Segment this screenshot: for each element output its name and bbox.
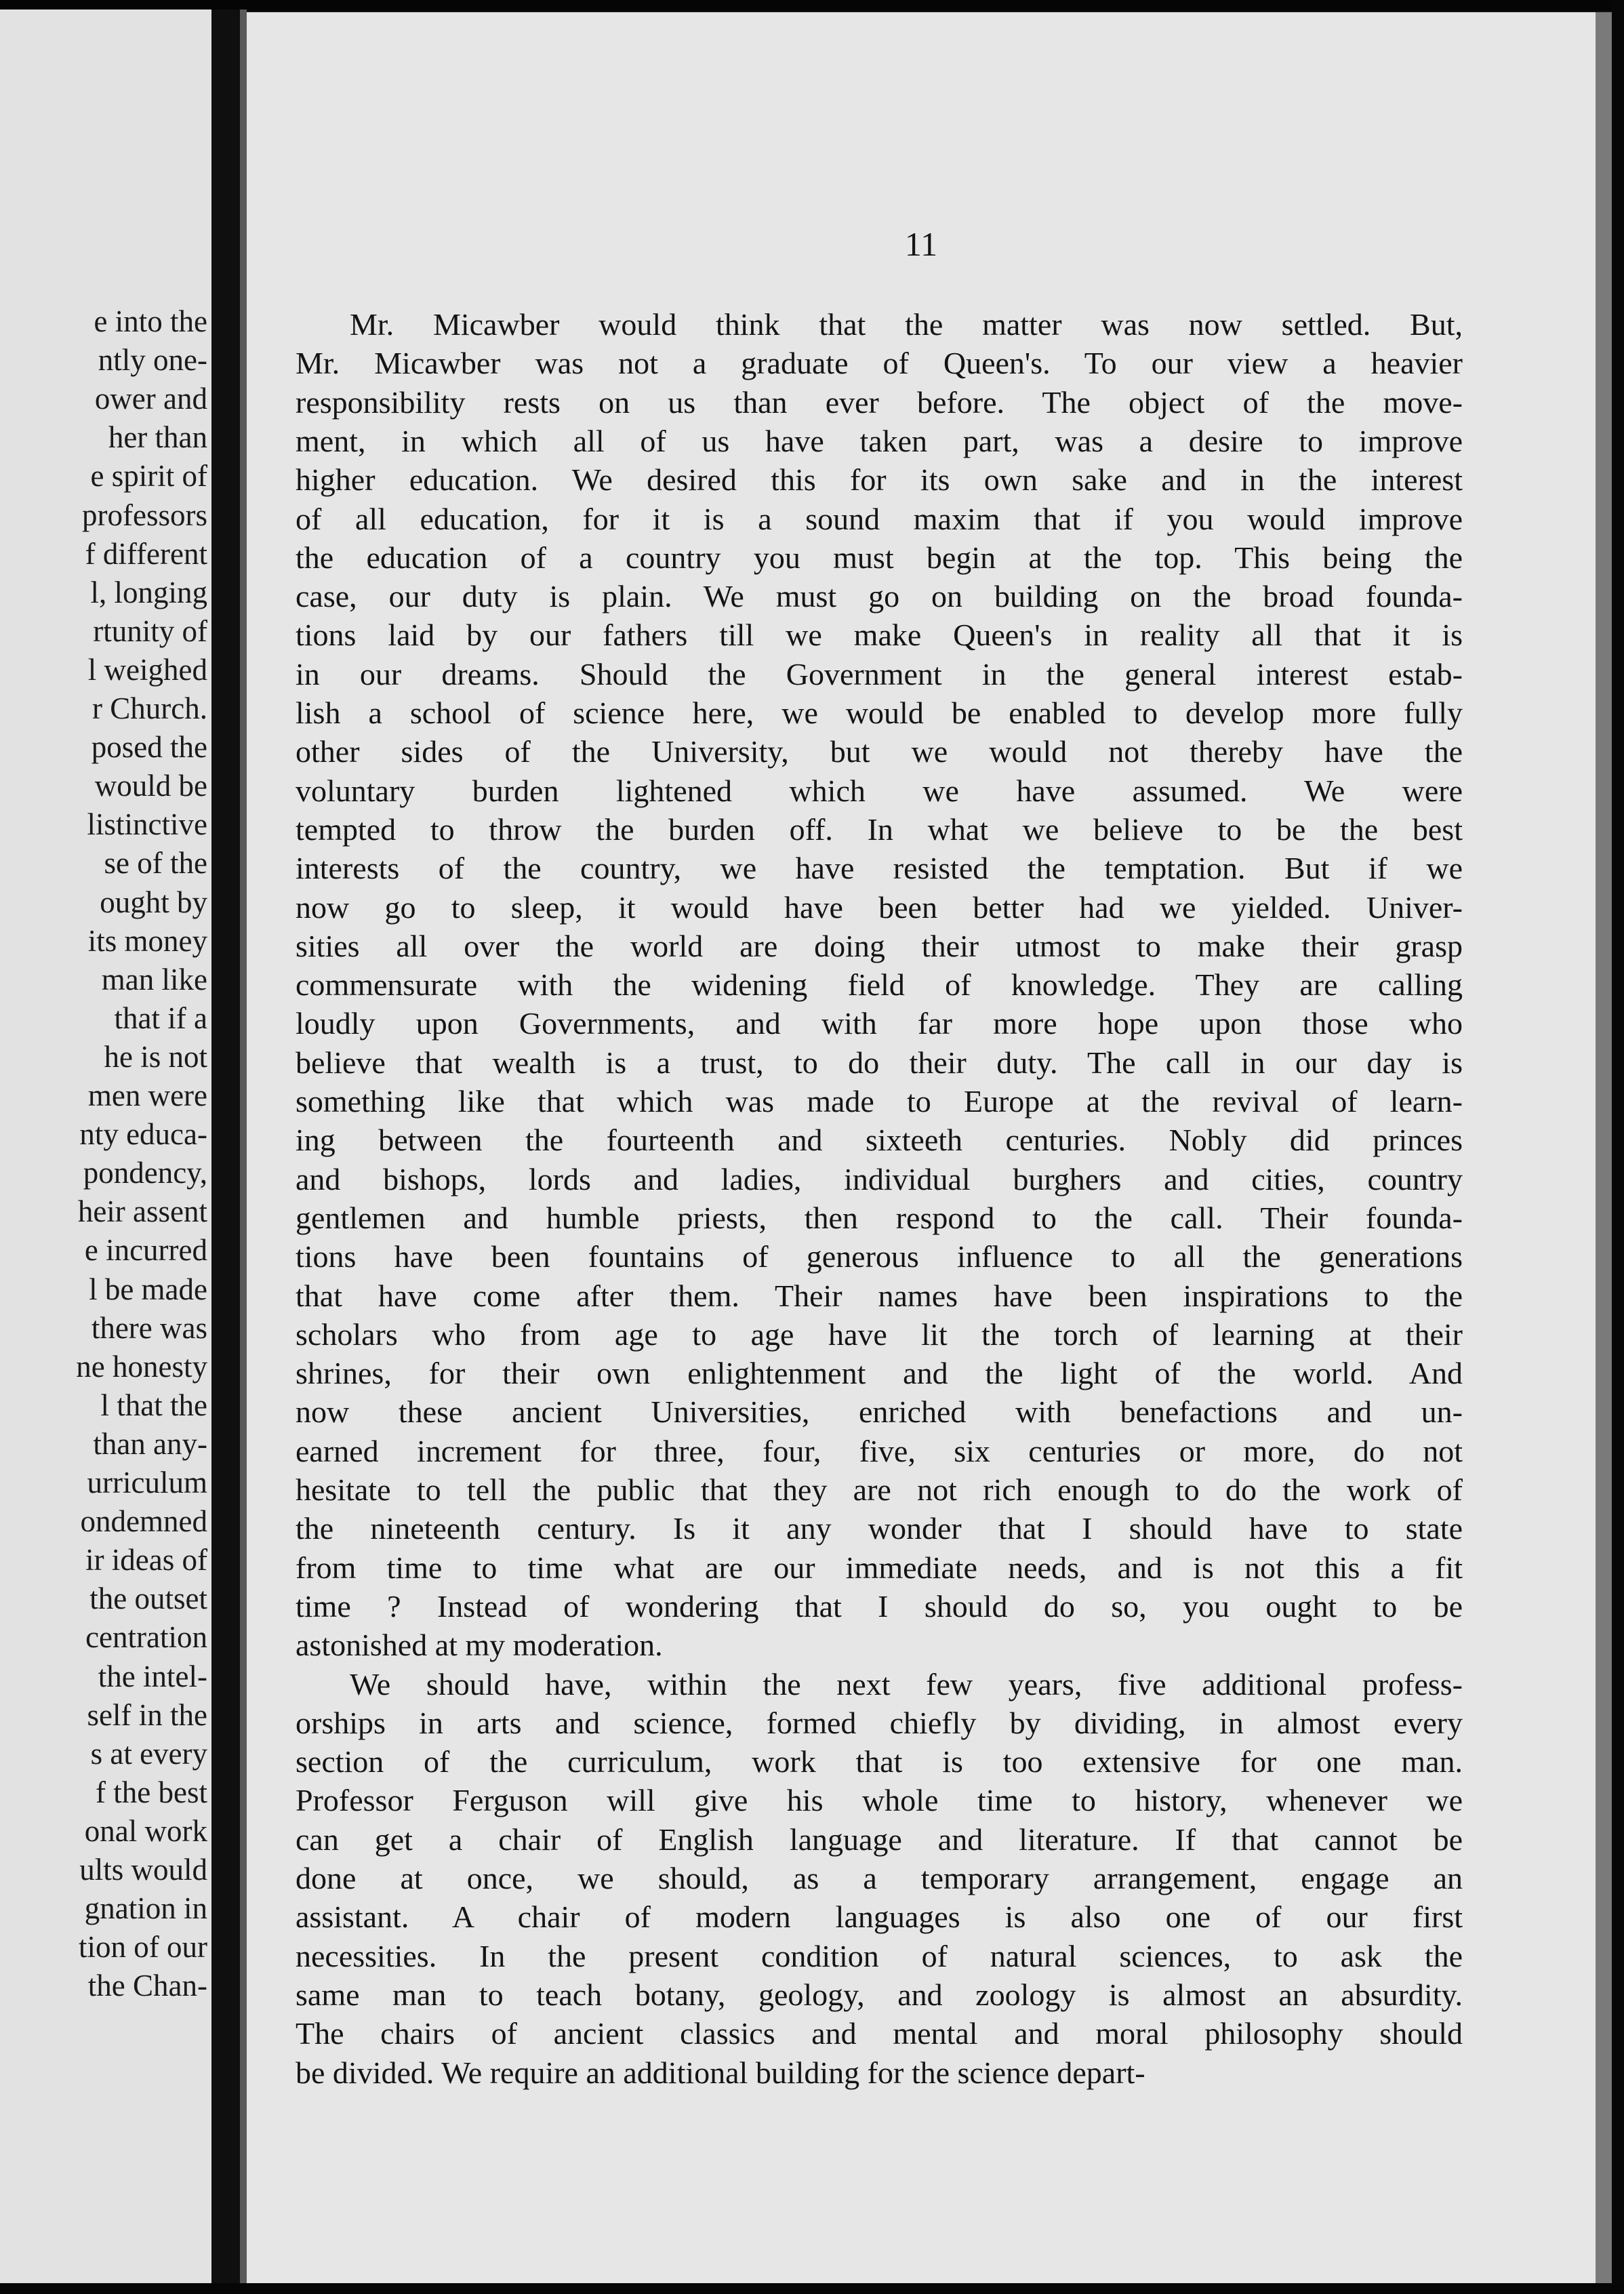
- text-line: now these ancient Universities, enriched with benefactions and un-: [296, 1394, 1463, 1430]
- left-fragment-line: se of the: [104, 846, 207, 881]
- text-line: of all education, for it is a sound maxim that if you would improve: [296, 501, 1463, 536]
- left-fragment-line: that if a: [114, 1001, 207, 1035]
- text-line: sities all over the world are doing their utmost to make their grasp: [296, 928, 1463, 963]
- text-line: Professor Ferguson will give his whole time to history, whenever we: [296, 1783, 1463, 1818]
- left-fragment-line: its money: [87, 923, 207, 958]
- text-line: that have come after them. Their names have been inspirations to the: [296, 1278, 1463, 1313]
- text-line: hesitate to tell the public that they are not rich enough to do the work of: [296, 1472, 1463, 1507]
- left-page-fragment: [0, 9, 211, 2284]
- text-line: tions have been fountains of generous influence to all the generations: [296, 1239, 1463, 1274]
- left-fragment-line: l be made: [89, 1272, 207, 1306]
- left-fragment-line: l weighed: [87, 652, 207, 687]
- text-line: scholars who from age to age have lit the torch of learning at their: [296, 1316, 1463, 1352]
- bottom-shadow: [0, 2283, 1624, 2294]
- left-fragment-line: posed the: [91, 730, 207, 765]
- left-fragment-line: e incurred: [84, 1233, 207, 1268]
- text-line: section of the curriculum, work that is too extensive for one man.: [296, 1744, 1463, 1779]
- text-line: The chairs of ancient classics and mental and moral philosophy should: [296, 2016, 1463, 2051]
- left-fragment-line: man like: [101, 962, 207, 997]
- left-fragment-line: men were: [87, 1079, 207, 1112]
- left-fragment-line: rtunity of: [93, 613, 207, 648]
- left-fragment-line: tion of our: [79, 1930, 207, 1965]
- left-fragment-line: the outset: [89, 1582, 207, 1616]
- text-line: orships in arts and science, formed chiefly by dividing, in almost every: [296, 1705, 1463, 1740]
- left-fragment-line: nty educa-: [79, 1117, 207, 1152]
- text-line: time ? Instead of wondering that I should do so, you ought to be: [296, 1588, 1463, 1624]
- left-fragment-line: the intel-: [98, 1659, 207, 1693]
- text-line: something like that which was made to Europe at the revival of learn-: [296, 1084, 1463, 1119]
- left-fragment-line: gnation in: [84, 1891, 207, 1926]
- left-fragment-line: ults would: [79, 1853, 207, 1887]
- left-fragment-line: ought by: [100, 885, 207, 919]
- text-line: ment, in which all of us have taken part, was a desire to improve: [296, 423, 1463, 458]
- text-line: other sides of the University, but we would not thereby have the: [296, 734, 1463, 769]
- left-fragment-line: f different: [85, 536, 207, 571]
- text-line: assistant. A chair of modern languages is also one of our first: [296, 1899, 1463, 1935]
- left-fragment-line: e into the: [94, 304, 207, 338]
- left-fragment-line: there was: [91, 1310, 207, 1345]
- text-line: Mr. Micawber was not a graduate of Queen's. To our view a heavier: [296, 346, 1463, 381]
- left-fragment-line: onal work: [84, 1813, 207, 1848]
- text-line: same man to teach botany, geology, and zoology is almost an absurdity.: [296, 1977, 1463, 2012]
- right-page: [247, 12, 1596, 2283]
- text-line: be divided. We require an additional building for the science depart-: [296, 2055, 1145, 2090]
- text-line: in our dreams. Should the Government in the general interest estab-: [296, 656, 1463, 691]
- text-line: now go to sleep, it would have been better had we yielded. Univer-: [296, 889, 1463, 925]
- left-fragment-line: listinctive: [87, 807, 207, 842]
- text-line: can get a chair of English language and literature. If that cannot be: [296, 1822, 1463, 1857]
- left-fragment-line: urriculum: [87, 1466, 207, 1500]
- text-line: believe that wealth is a trust, to do their duty. The call in our day is: [296, 1045, 1463, 1080]
- left-fragment-line: ondemned: [80, 1504, 207, 1539]
- text-line: from time to time what are our immediate needs, and is not this a fit: [296, 1550, 1463, 1585]
- left-fragment-line: self in the: [87, 1697, 207, 1732]
- left-fragment-line: f the best: [96, 1775, 207, 1809]
- text-line: commensurate with the widening field of knowledge. They are calling: [296, 967, 1463, 1003]
- text-line: responsibility rests on us than ever before. The object of the move-: [296, 384, 1463, 420]
- text-line: lish a school of science here, we would be enabled to develop more fully: [296, 696, 1463, 730]
- text-line: done at once, we should, as a temporary arrangement, engage an: [296, 1861, 1463, 1895]
- text-line: We should have, within the next few years, five additional profess-: [350, 1666, 1463, 1702]
- left-fragment-line: ir ideas of: [85, 1543, 207, 1577]
- text-line: necessities. In the present condition of natural sciences, to ask the: [296, 1938, 1463, 1973]
- text-line: tions laid by our fathers till we make Queen's in reality all that it is: [296, 618, 1463, 653]
- left-fragment-line: than any-: [93, 1426, 207, 1461]
- left-fragment-line: heir assent: [77, 1194, 207, 1229]
- left-fragment-line: l that the: [100, 1388, 207, 1422]
- text-line: voluntary burden lightened which we have assumed. We were: [296, 773, 1463, 808]
- left-fragment-line: he is not: [104, 1039, 207, 1074]
- text-line: higher education. We desired this for its own sake and in the interest: [296, 462, 1463, 498]
- text-line: the nineteenth century. Is it any wonder that I should have to state: [296, 1511, 1463, 1546]
- left-fragment-line: l, longing: [90, 575, 207, 609]
- right-shadow: [1612, 0, 1624, 2294]
- page-number: 11: [904, 225, 938, 263]
- left-fragment-line: her than: [108, 420, 207, 455]
- text-line: case, our duty is plain. We must go on building on the broad founda-: [296, 579, 1463, 614]
- text-line: interests of the country, we have resisted the temptation. But if we: [296, 851, 1463, 886]
- left-fragment-line: ne honesty: [76, 1349, 207, 1384]
- text-line: tempted to throw the burden off. In what we believe to be the best: [296, 811, 1463, 847]
- left-fragment-line: would be: [94, 769, 207, 803]
- text-line: ing between the fourteenth and sixteeth centuries. Nobly did princes: [296, 1123, 1463, 1158]
- text-line: gentlemen and humble priests, then respond to the call. Their founda-: [296, 1200, 1463, 1235]
- left-fragment-line: centration: [85, 1620, 207, 1655]
- text-line: Mr. Micawber would think that the matter was now settled. But,: [350, 307, 1463, 342]
- text-line: astonished at my moderation.: [296, 1628, 663, 1663]
- text-line: the education of a country you must begin at the top. This being the: [296, 540, 1463, 575]
- left-fragment-line: e spirit of: [90, 459, 207, 494]
- text-line: shrines, for their own enlightenment and the light of the world. And: [296, 1356, 1463, 1391]
- left-fragment-line: ower and: [94, 382, 207, 416]
- left-fragment-line: pondency,: [83, 1156, 207, 1190]
- page-edge: [1596, 12, 1612, 2283]
- text-line: earned increment for three, four, five, six centuries or more, do not: [296, 1433, 1463, 1468]
- left-fragment-line: r Church.: [92, 691, 207, 725]
- left-fragment-line: professors: [82, 498, 207, 532]
- left-fragment-line: the Chan-: [87, 1969, 207, 2003]
- gutter-edge: [240, 9, 247, 2284]
- book-gutter: [211, 9, 240, 2284]
- text-line: and bishops, lords and ladies, individual burghers and cities, country: [296, 1161, 1463, 1196]
- left-fragment-line: ntly one-: [98, 343, 207, 378]
- left-fragment-line: s at every: [90, 1736, 207, 1771]
- text-line: loudly upon Governments, and with far more hope upon those who: [296, 1006, 1463, 1041]
